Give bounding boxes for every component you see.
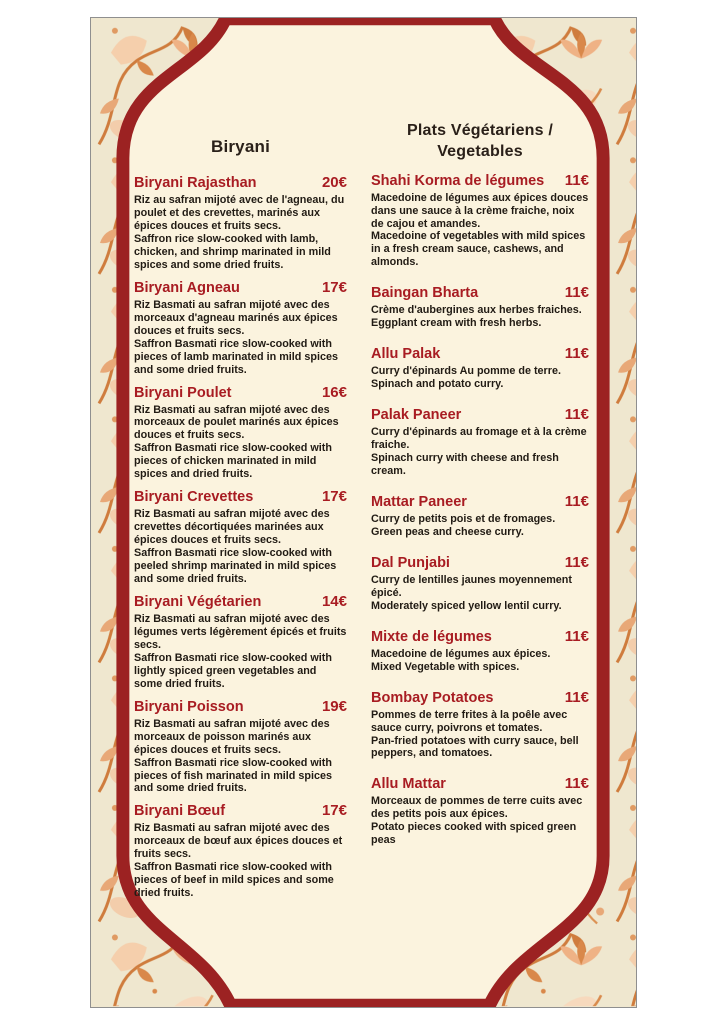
item-price: 11€: [564, 627, 589, 645]
item-desc-en: Pan-fried potatoes with curry sauce, bell peppers, and tomatoes.: [371, 734, 579, 760]
item-desc-en: Saffron Basmati rice slow-cooked with lightly spiced green vegetables and some dried fruits.: [134, 651, 332, 690]
item-desc-fr: Riz au safran mijoté avec de l'agneau, du poulet et des crevettes, marinés aux épices douces et fruits secs.: [134, 194, 345, 232]
item-price: 17€: [321, 278, 347, 296]
item-desc-fr: Curry de petits pois et de fromages.: [371, 512, 556, 525]
menu-item: [371, 689, 589, 761]
item-price: 19€: [321, 697, 347, 715]
item-desc-fr: Pommes de terre frites à la poêle avec sauce curry, poivrons et tomates.: [371, 708, 568, 734]
item-name: Biryani Bœuf: [134, 803, 226, 820]
item-price: 17€: [321, 488, 347, 506]
item-desc-en: Spinach curry with cheese and fresh cream.: [371, 452, 559, 477]
item-desc-en: Moderately spiced yellow lentil curry.: [371, 599, 562, 612]
item-name: Biryani Poulet: [134, 384, 232, 401]
menu-item: [134, 802, 347, 900]
item-name: Biryani Rajasthan: [134, 175, 257, 192]
item-price: 11€: [564, 345, 589, 363]
item-price: 11€: [564, 406, 589, 424]
column-vegetables: [371, 121, 589, 862]
item-name: Dal Punjabi: [371, 554, 450, 571]
menu-item: [134, 698, 347, 796]
item-desc-en: Eggplant cream with fresh herbs.: [371, 317, 542, 330]
item-name: Allu Mattar: [371, 776, 446, 793]
menu-item: [371, 493, 589, 539]
item-name: Biryani Poisson: [134, 698, 244, 715]
item-desc-fr: Curry de lentilles jaunes moyennement épicé.: [371, 573, 573, 599]
menu-item: [134, 384, 347, 482]
column-title: Biryani: [210, 137, 271, 156]
item-name: Biryani Végétarien: [134, 593, 262, 610]
column-title-line1: Plats Végétariens /: [406, 122, 554, 139]
item-name: Shahi Korma de légumes: [371, 172, 545, 189]
item-name: Baingan Bharta: [371, 285, 479, 302]
item-desc-fr: Crème d'aubergines aux herbes fraiches.: [371, 304, 582, 317]
item-desc-fr: Riz Basmati au safran mijoté avec des morceaux d'agneau marinés aux épices douces et fruits secs.: [134, 298, 338, 337]
item-desc-en: Potato pieces cooked with spiced green peas: [371, 821, 577, 847]
item-desc-en: Macedoine of vegetables with mild spices in a fresh cream sauce, cashews, and almonds.: [371, 230, 586, 269]
item-desc-fr: Riz Basmati au safran mijoté avec des crevettes décortiquées marinées aux épices douces et fruits secs.: [134, 508, 330, 547]
item-price: 11€: [564, 775, 589, 793]
item-price: 11€: [564, 284, 589, 302]
item-name: Biryani Agneau: [134, 279, 240, 296]
item-desc-en: Spinach and potato curry.: [371, 378, 504, 391]
item-price: 11€: [564, 553, 589, 571]
item-desc-fr: Riz Basmati au safran mijoté avec des légumes verts légèrement épicés et fruits secs.: [134, 612, 347, 651]
item-price: 11€: [564, 492, 589, 510]
menu-item: [371, 775, 589, 847]
item-price: 11€: [564, 171, 589, 189]
column-title: [371, 121, 589, 163]
item-name: Bombay Potatoes: [371, 689, 494, 706]
item-desc-fr: Macedoine de légumes aux épices douces dans une sauce à la crème fraiche, noix de cajou et amandes.: [371, 191, 589, 230]
menu-item: [371, 628, 589, 674]
item-name: Mixte de légumes: [371, 628, 492, 645]
menu-item: [371, 554, 589, 613]
item-desc-en: Saffron Basmati rice slow-cooked with pieces of fish marinated in mild spices and some dried fruits.: [134, 756, 333, 795]
menu-page: [90, 17, 637, 1008]
item-name: Mattar Paneer: [371, 493, 467, 510]
item-desc-fr: Riz Basmati au safran mijoté avec des morceaux de poisson marinés aux épices douces et fruits secs.: [134, 717, 330, 756]
menu-item: [134, 488, 347, 586]
item-price: 20€: [321, 174, 347, 192]
item-price: 14€: [321, 592, 347, 610]
item-desc-en: Green peas and cheese curry.: [371, 525, 524, 538]
menu-item: [371, 345, 589, 391]
column-title-line2: Vegetables: [437, 142, 523, 160]
item-name: Allu Palak: [371, 346, 441, 363]
item-name: Biryani Crevettes: [134, 489, 254, 506]
item-desc-en: Saffron Basmati rice slow-cooked with pieces of chicken marinated in mild spices and dried fruits.: [134, 442, 332, 481]
item-desc-fr: Morceaux de pommes de terre cuits avec des petits pois aux épices.: [371, 795, 583, 821]
menu-item: [134, 593, 347, 691]
item-name: Palak Paneer: [371, 407, 462, 424]
column-biryani: [134, 136, 347, 907]
menu-item: [134, 174, 347, 272]
menu-item: [371, 172, 589, 270]
item-price: 11€: [564, 688, 589, 706]
item-price: 16€: [321, 383, 347, 401]
item-desc-fr: Riz Basmati au safran mijoté avec des morceaux de poulet marinés aux épices douces et fruits secs.: [134, 403, 339, 442]
item-desc-fr: Curry d'épinards au fromage et à la crème fraiche.: [371, 426, 587, 452]
item-desc-en: Mixed Vegetable with spices.: [371, 660, 520, 673]
item-price: 17€: [321, 802, 347, 820]
item-desc-en: Saffron Basmati rice slow-cooked with peeled shrimp marinated in mild spices and some dried fruits.: [134, 547, 337, 586]
menu-item: [371, 406, 589, 478]
menu-item: [371, 284, 589, 330]
item-desc-en: Saffron rice slow-cooked with lamb, chicken, and shrimp marinated in mild spices and some dried fruits.: [134, 232, 331, 271]
item-desc-fr: Macedoine de légumes aux épices.: [371, 647, 551, 660]
menu-item: [134, 279, 347, 377]
item-desc-fr: Riz Basmati au safran mijoté avec des morceaux de bœuf aux épices douces et fruits secs.: [134, 822, 343, 861]
item-desc-fr: Curry d'épinards Au pomme de terre.: [371, 365, 561, 378]
item-desc-en: Saffron Basmati rice slow-cooked with pieces of beef in mild spices and some dried fruits.: [134, 861, 334, 900]
item-desc-en: Saffron Basmati rice slow-cooked with pieces of lamb marinated in mild spices and some dried fruits.: [134, 337, 339, 376]
